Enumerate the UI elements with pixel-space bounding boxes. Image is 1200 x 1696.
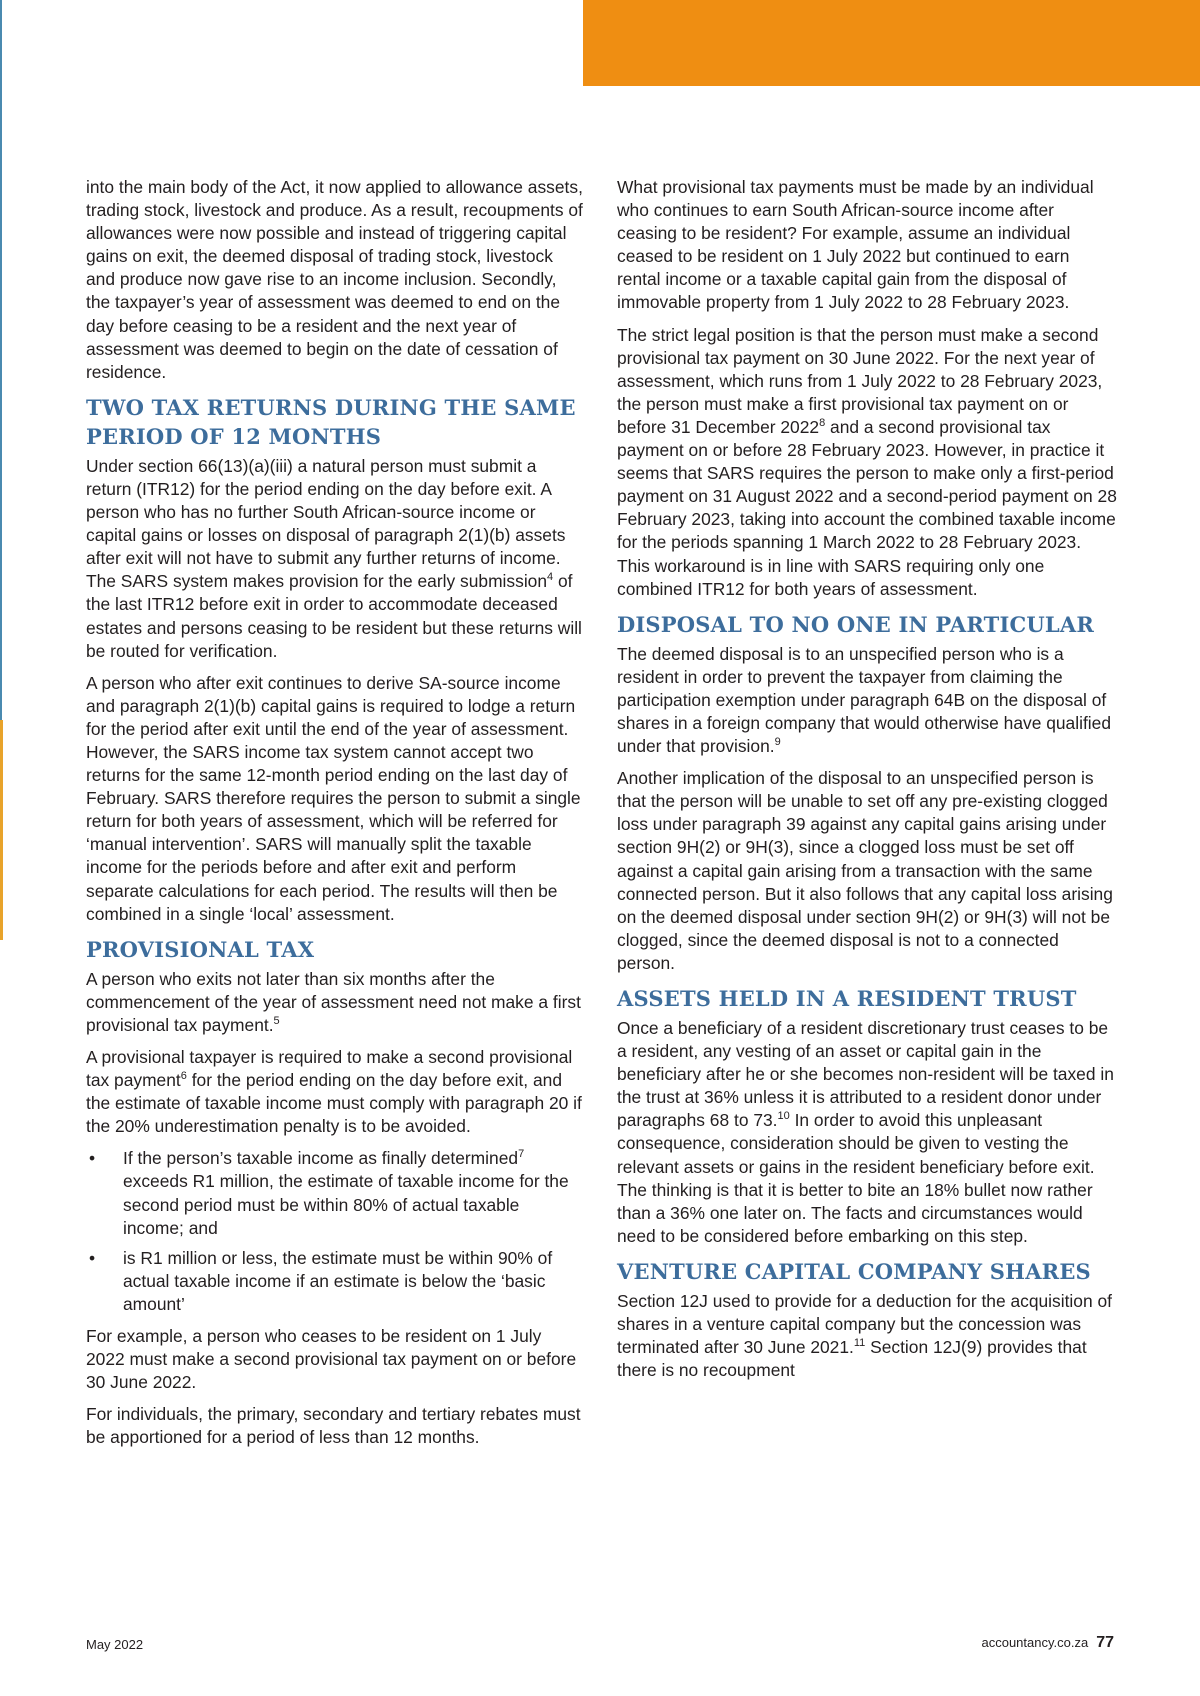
footer-site — [981, 1634, 1114, 1652]
section-heading-disposal: DISPOSAL TO NO ONE IN PARTICULAR — [617, 611, 1095, 637]
header-accent-bar — [583, 0, 1200, 86]
footnote-ref: 8 — [819, 416, 826, 429]
section-heading-resident-trust: ASSETS HELD IN A RESIDENT TRUST — [617, 986, 1077, 1011]
bullet-list — [86, 1147, 584, 1316]
section-heading-venture-capital: VENTURE CAPITAL COMPANY SHARES — [617, 1258, 1091, 1284]
paragraph: For example, a person who ceases to be resident on 1 July 2022 must make a second provisional tax payment on or before 30 June 2022. — [86, 1326, 577, 1393]
paragraph: The strict legal position is that the person must make a second provisional tax payment on 30 June 2022. For the next year of assessment, which runs from 1 July 2022 to 28 February 2023, the person must make a first provisional tax payment on or before 31 December 2022$^8$ and a second provisional tax payment on or before 28 February 2023. However, in practice it seems that SARS requires the person to make only a first-period payment on 31 August 2022 and a second-period payment on 28 February 2023, taking into account the combined taxable income for the periods spanning 1 March 2022 to 28 February 2023. This workaround is in line with SARS requiring only one combined ITR12 for both years of assessment. — [617, 324, 1117, 599]
footer-date: May 2022 — [86, 1637, 144, 1652]
paragraph: A provisional taxpayer is required to make a second provisional tax payment$^6$ for the period ending on the day before exit, and the estimate of taxable income must comply with paragraph 20 if the 20% underestimation penalty is to be avoided. — [86, 1047, 582, 1137]
list-item: • If the person’s taxable income as finally determined$^7$ exceeds R1 million, the estimate of taxable income for the second period must be within 80% of actual taxable income; and — [89, 1148, 569, 1238]
paragraph: The deemed disposal is to an unspecified person who is a resident in order to prevent the taxpayer from claiming the participation exemption under paragraph 64B on the disposal of shares in a foreign company that would otherwise have qualified under that provision.$^9$ — [617, 643, 1111, 757]
footnote-ref: 7 — [518, 1148, 525, 1161]
footnote-ref: 9 — [774, 736, 781, 749]
footnote-ref: 11 — [853, 1337, 866, 1350]
footnote-ref: 6 — [180, 1070, 187, 1083]
footnote-ref: 5 — [273, 1014, 280, 1027]
footnote-ref: 4 — [547, 571, 554, 584]
left-edge-rule — [0, 0, 2, 720]
paragraph: Section 12J used to provide for a deduction for the acquisition of shares in a venture capital company but the concession was terminated after 30 June 2021.11 Section 12J(9) provides that there is no recoupment — [617, 1290, 1112, 1381]
section-heading-provisional-tax: PROVISIONAL TAX — [86, 936, 315, 962]
paragraph: A person who exits not later than six months after the commencement of the year of assessment need not make a first provisional tax payment.$^5$ — [86, 968, 581, 1035]
left-edge-rule-accent — [0, 720, 3, 940]
paragraph: Another implication of the disposal to an unspecified person is that the person will be unable to set off any pre-existing clogged loss under paragraph 39 against any capital gains arising under section 9H(2) or 9H(3), since a clogged loss must be set off against a capital gain arising from a transaction with the same connected person. But it also follows that any capital loss arising on the deemed disposal under section 9H(2) or 9H(3) will not be clogged, since the deemed disposal is not to a connected person. — [617, 768, 1113, 973]
paragraph: For individuals, the primary, secondary and tertiary rebates must be apportioned for a period of less than 12 months. — [86, 1404, 581, 1448]
paragraph: Once a beneficiary of a resident discretionary trust ceases to be a resident, any vesting of an asset or capital gain in the beneficiary after he or she becomes non-resident will be taxed in the trust at 36% unless it is attributed to a resident donor under paragraphs 68 to 73.10 In order to avoid this unpleasant consequence, consideration should be given to vesting the relevant assets or gains in the resident beneficiary before exit. The thinking is that it is better to bite an 18% bullet now rather than a 36% one later on. The facts and circumstances would need to be considered before embarking on this step. — [617, 1018, 1114, 1246]
footnote-ref: 10 — [777, 1110, 790, 1123]
left-column — [86, 176, 584, 1459]
paragraph: What provisional tax payments must be made by an individual who continues to earn South African-source income after ceasing to be resident? For example, assume an individual ceased to be resident on 1 July 2022 but continued to earn rental income or a taxable capital gain from the disposal of immovable property from 1 July 2022 to 28 February 2023. — [617, 177, 1094, 313]
right-column — [617, 176, 1117, 1391]
list-item: • is R1 million or less, the estimate must be within 90% of actual taxable income if an estimate is below the ‘basic amount’ — [89, 1247, 553, 1314]
bullet-icon: • — [89, 1148, 96, 1169]
section-heading-two-returns: TWO TAX RETURNS DURING THE SAME PERIOD OF 12 MONTHS — [86, 394, 576, 449]
paragraph: Under section 66(13)(a)(iii) a natural person must submit a return (ITR12) for the period ending on the day before exit. A person who has no further South African-source income or capital gains or losses on disposal of paragraph 2(1)(b) assets after exit will not have to submit any further returns of income. The SARS system makes provision for the early submission$^4$ of the last ITR12 before exit in order to accommodate deceased estates and persons ceasing to be resident but these returns will be routed for verification. — [86, 455, 582, 661]
paragraph: into the main body of the Act, it now applied to allowance assets, trading stock, livestock and produce. As a result, recoupments of allowances were now possible and instead of triggering capital gains on exit, the deemed disposal of trading stock, livestock and produce now gave rise to an income inclusion. Secondly, the taxpayer’s year of assessment was deemed to end on the day before ceasing to be a resident and the next year of assessment was deemed to begin on the date of cessation of residence. — [86, 177, 583, 382]
page-number: 77 — [1096, 1634, 1114, 1651]
paragraph: A person who after exit continues to derive SA-source income and paragraph 2(1)(b) capital gains is required to lodge a return for the period after exit until the end of the year of assessment. However, the SARS income tax system cannot accept two returns for the same 12-month period ending on the last day of February. SARS therefore requires the person to submit a single return for both years of assessment, which will be referred for ‘manual intervention’. SARS will manually split the taxable income for the periods before and after exit and perform separate calculations for each period. The results will then be combined in a single ‘local’ assessment. — [86, 672, 581, 924]
bullet-icon: • — [89, 1247, 96, 1268]
footer-site-url: accountancy.co.za — [981, 1635, 1089, 1650]
